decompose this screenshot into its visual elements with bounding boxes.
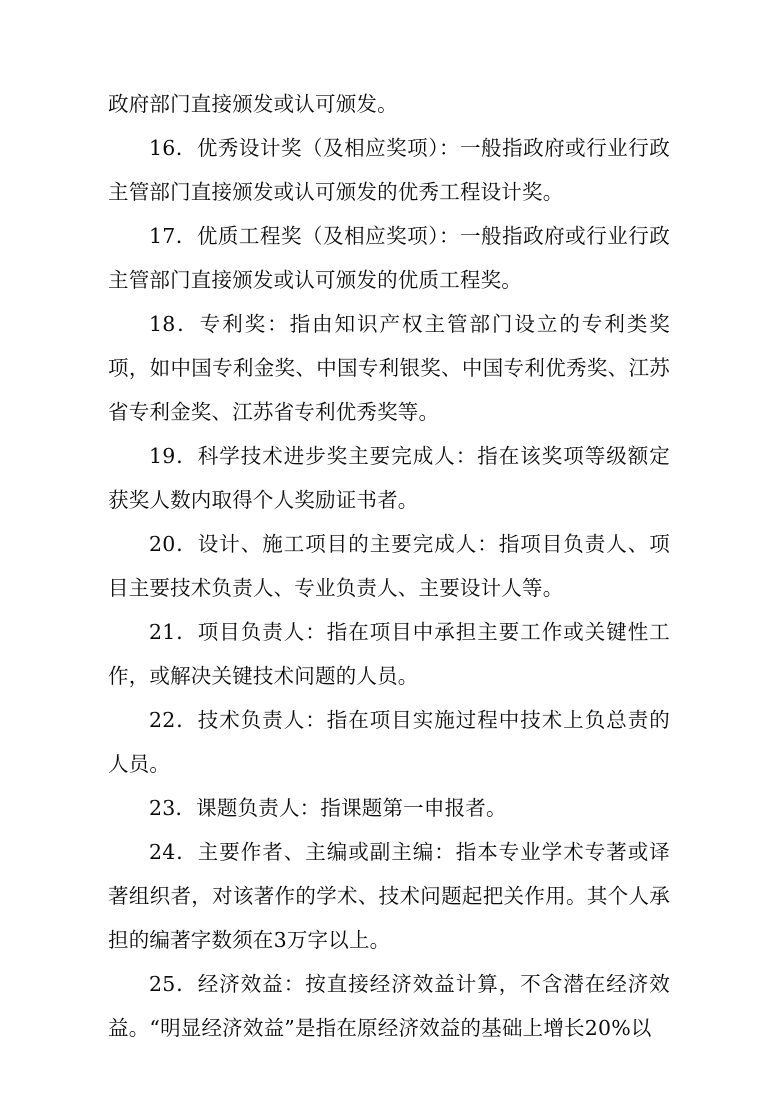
paragraph-item-25: 25．经济效益：按直接经济效益计算，不含潜在经济效益。“明显经济效益”是指在原经济效益的基础上增长20%以 <box>108 972 670 1040</box>
paragraph-item-20: 20．设计、施工项目的主要完成人：指项目负责人、项目主要技术负责人、专业负责人、主要设计人等。 <box>108 532 670 600</box>
paragraph-item-23: 23．课题负责人：指课题第一申报者。 <box>149 796 507 820</box>
paragraph-item-16: 16．优秀设计奖（及相应奖项）：一般指政府或行业行政主管部门直接颁发或认可颁发的优秀工程设计奖。 <box>108 136 670 204</box>
document-text-body <box>108 82 670 1050</box>
paragraph-continuation: 政府部门直接颁发或认可颁发。 <box>108 92 398 116</box>
paragraph-item-24: 24．主要作者、主编或副主编：指本专业学术专著或译著组织者，对该著作的学术、技术问题起把关作用。其个人承担的编著字数须在3万字以上。 <box>108 840 670 952</box>
paragraph-item-18: 18．专利奖：指由知识产权主管部门设立的专利类奖项，如中国专利金奖、中国专利银奖、中国专利优秀奖、江苏省专利金奖、江苏省专利优秀奖等。 <box>108 312 670 424</box>
paragraph-item-22: 22．技术负责人：指在项目实施过程中技术上负总责的人员。 <box>108 708 670 776</box>
paragraph-item-21: 21．项目负责人：指在项目中承担主要工作或关键性工作，或解决关键技术问题的人员。 <box>108 620 670 688</box>
paragraph-item-19: 19．科学技术进步奖主要完成人：指在该奖项等级额定获奖人数内取得个人奖励证书者。 <box>108 444 670 512</box>
paragraph-item-17: 17．优质工程奖（及相应奖项）：一般指政府或行业行政主管部门直接颁发或认可颁发的优质工程奖。 <box>108 224 670 292</box>
